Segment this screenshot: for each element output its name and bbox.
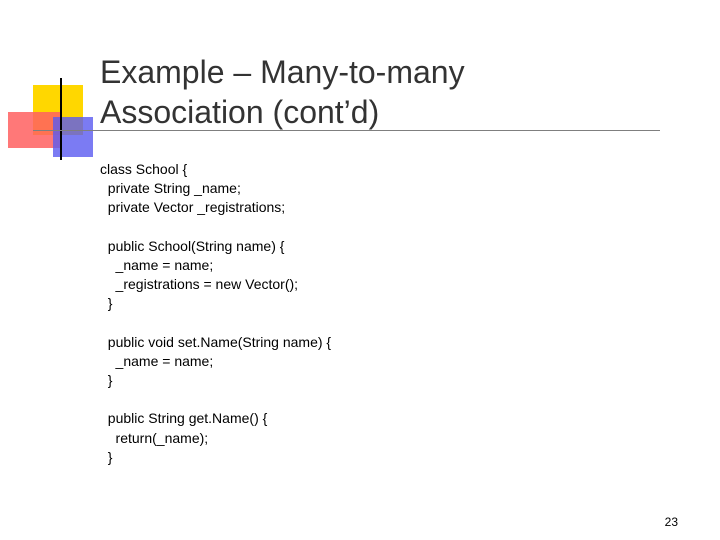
code-line — [100, 218, 660, 237]
slide-title — [100, 52, 680, 132]
code-line — [100, 314, 660, 333]
code-line: } — [100, 448, 113, 465]
slide-title-line-2: Association (cont’d) — [100, 94, 380, 130]
code-line: _name = name; — [100, 256, 214, 273]
vertical-rule — [60, 78, 62, 160]
code-line: private String _name; — [100, 180, 241, 197]
code-line: public School(String name) { — [100, 237, 285, 254]
code-line: return(_name); — [100, 429, 209, 446]
blue-square-decoration — [53, 117, 93, 157]
code-line: } — [100, 295, 113, 312]
code-line: _registrations = new Vector(); — [100, 276, 299, 293]
code-line: } — [100, 372, 113, 389]
code-line: public void set.Name(String name) { — [100, 333, 332, 350]
code-block — [100, 160, 660, 467]
code-line: public String get.Name() { — [100, 410, 268, 427]
corner-ornament — [0, 0, 110, 170]
page-number: 23 — [664, 515, 678, 529]
slide-title-line-1: Example – Many-to-many — [100, 54, 465, 90]
code-line: _name = name; — [100, 352, 214, 369]
code-line: class School { — [100, 161, 188, 177]
code-line: private Vector _registrations; — [100, 199, 286, 216]
code-line — [100, 390, 660, 409]
